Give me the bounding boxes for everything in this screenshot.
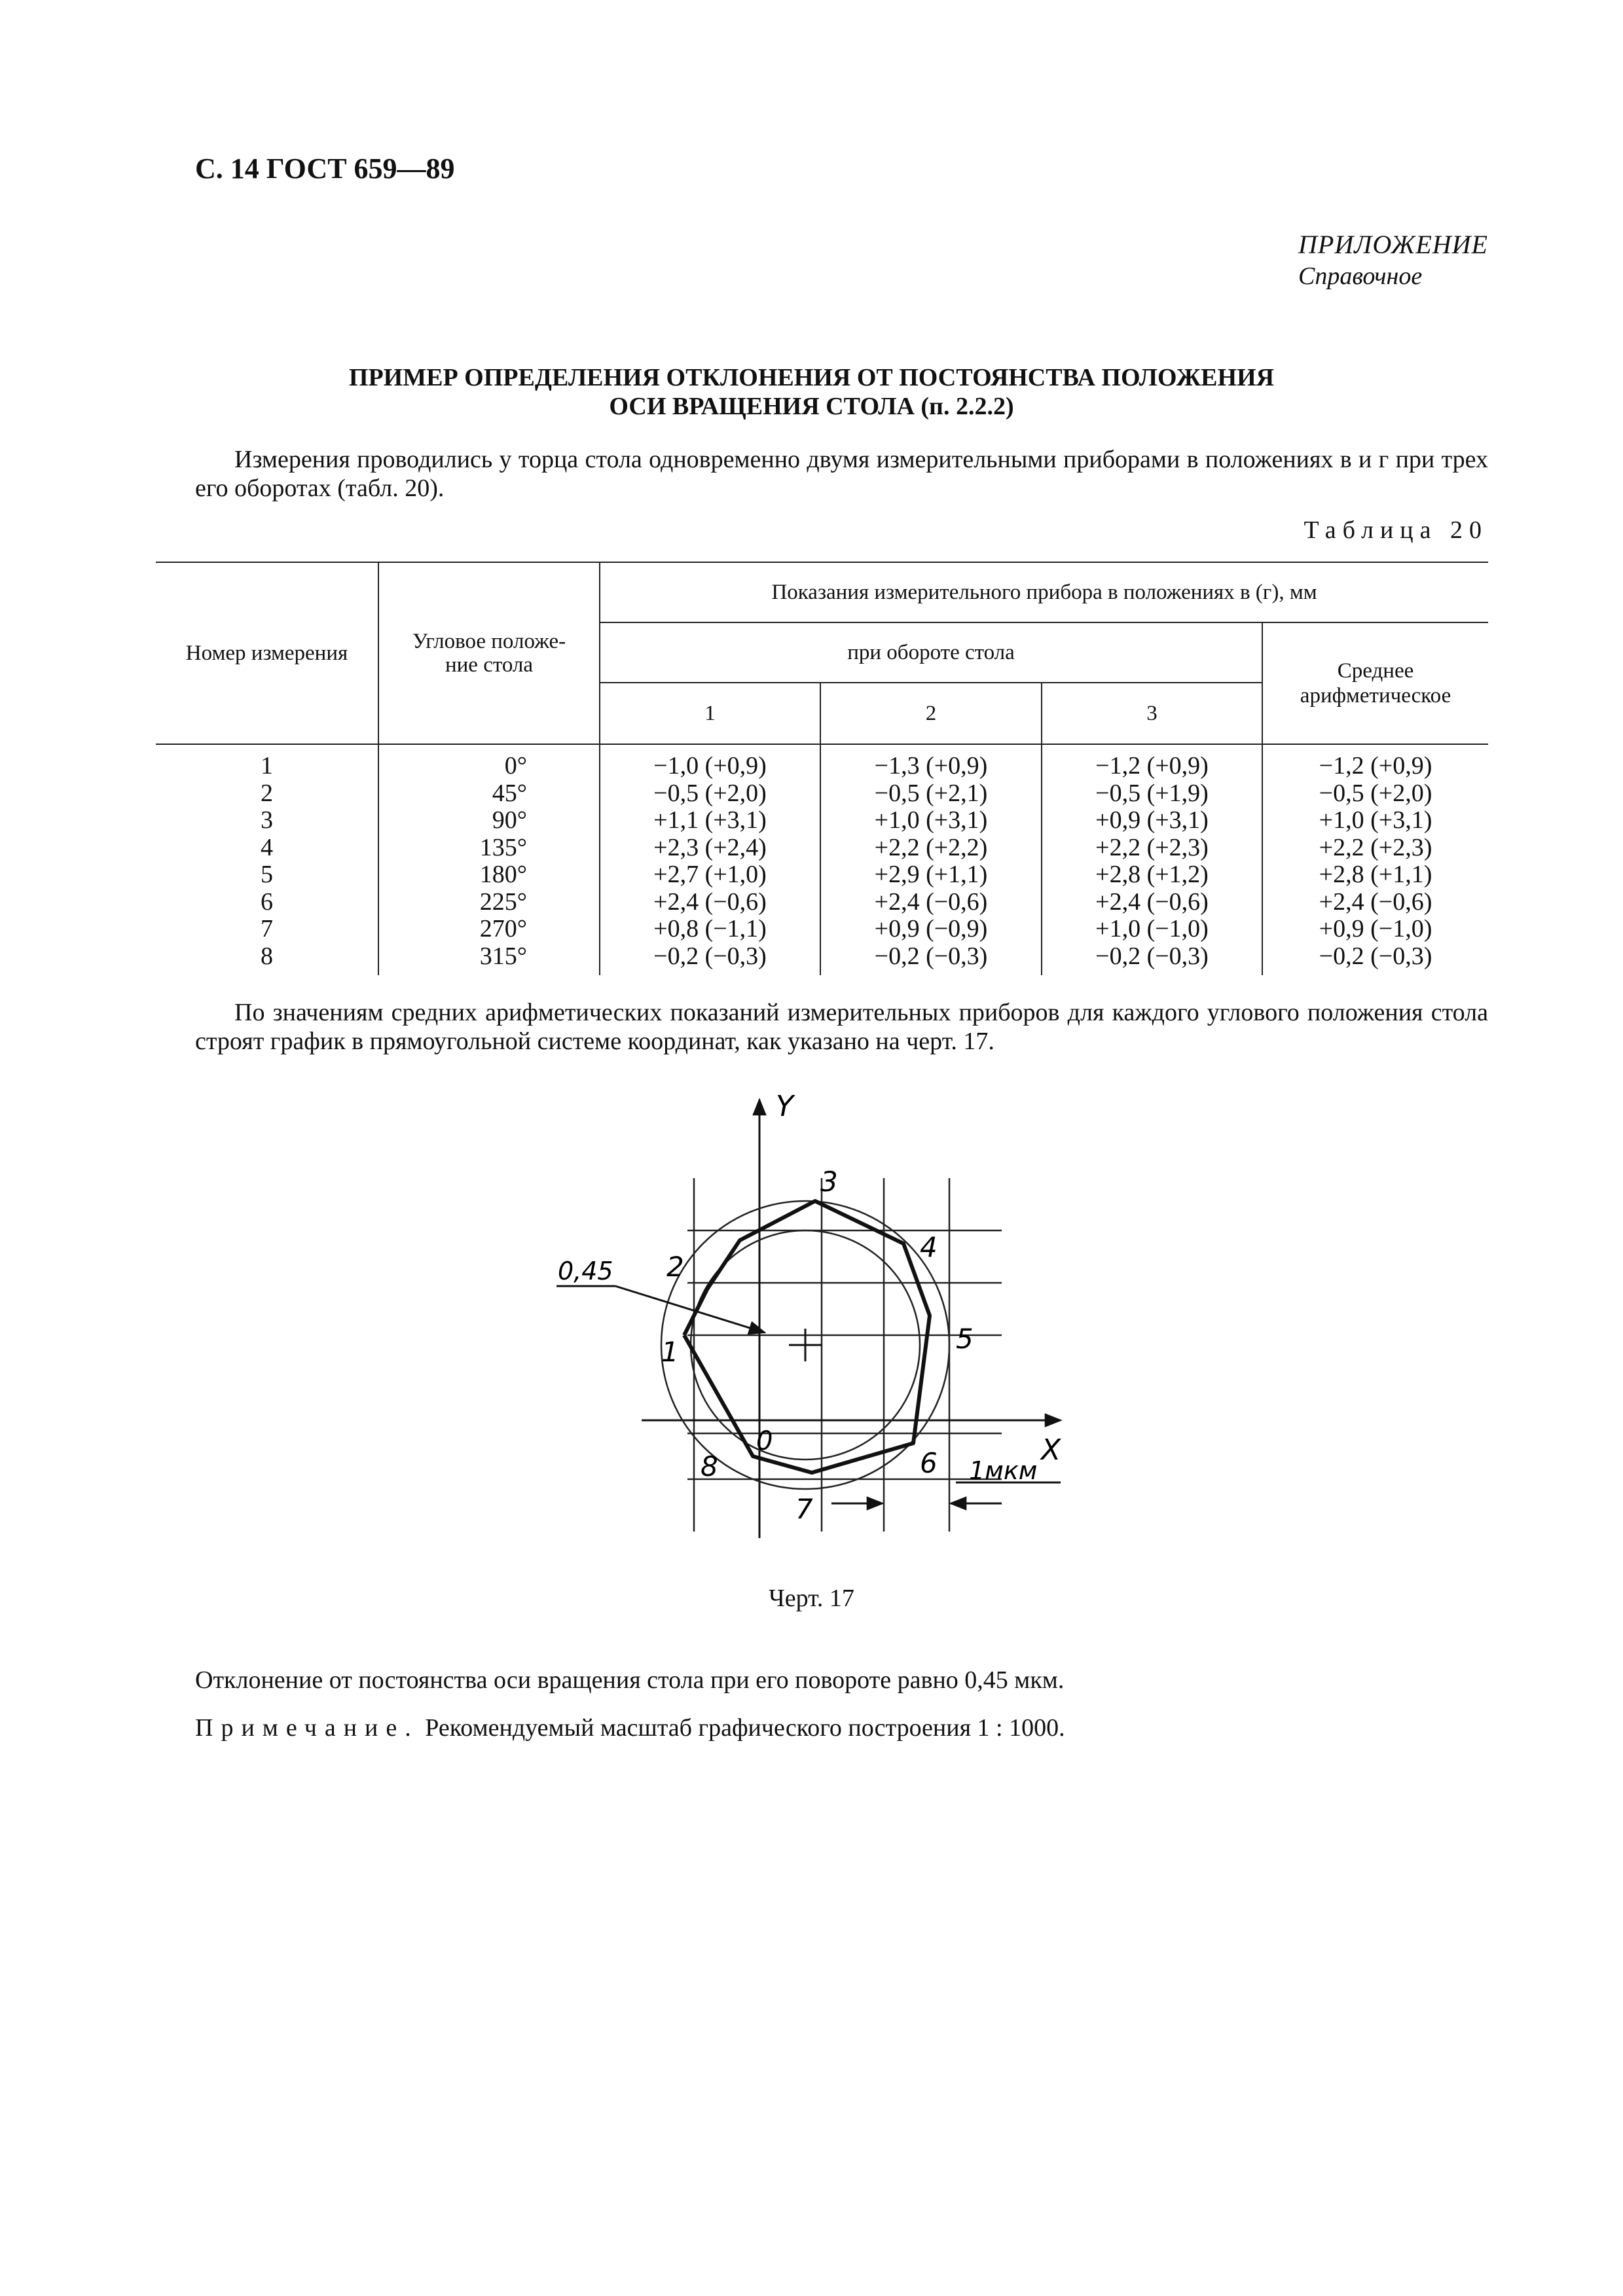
note-label: Примечание.	[195, 1714, 419, 1742]
appendix-title: ПРИЛОЖЕНИЕ	[1298, 230, 1488, 259]
table-body	[156, 744, 1488, 975]
header-mean	[1262, 622, 1488, 744]
header-angle-text: Угловое положе-ние стола	[412, 630, 566, 677]
cell-reading: +2,2 (+2,3)	[1095, 833, 1209, 861]
cell-reading: −1,3 (+0,9)	[874, 752, 988, 780]
cell-reading: +2,4 (−0,6)	[874, 888, 988, 916]
cell-angle: 135°	[479, 833, 527, 861]
header-number: Номер измерения	[156, 562, 378, 744]
cell-number: 8	[261, 942, 273, 970]
cell-number: 2	[261, 779, 273, 807]
cell-mean: +2,2 (+2,3)	[1319, 833, 1432, 861]
cell-angle: 45°	[492, 779, 527, 807]
cell-mean: −0,2 (−0,3)	[1319, 942, 1432, 970]
x-axis-label: X	[1041, 1433, 1061, 1467]
cell-reading: +2,3 (+2,4)	[653, 833, 767, 861]
column-numbers	[156, 744, 378, 975]
appendix-type: Справочное	[1298, 262, 1423, 290]
cell-reading: +2,8 (+1,2)	[1095, 861, 1209, 888]
point-label-3: 3	[820, 1166, 838, 1198]
cell-reading: +1,1 (+3,1)	[653, 806, 767, 834]
cell-reading: −0,2 (−0,3)	[874, 942, 988, 970]
header-rotation-3: 3	[1042, 683, 1262, 744]
cell-reading: +2,9 (+1,1)	[874, 861, 988, 888]
header-rotation-1: 1	[600, 683, 820, 744]
header-rotation: при обороте стола	[600, 622, 1262, 683]
note-text: Рекомендуемый масштаб графического построения 1 : 1000.	[418, 1714, 1065, 1742]
cell-angle: 225°	[479, 888, 527, 916]
figure-caption: Черт. 17	[769, 1585, 854, 1612]
column-rotation-3	[1042, 744, 1262, 975]
cell-mean: −1,2 (+0,9)	[1319, 752, 1432, 780]
deviation-diagram	[543, 1086, 1093, 1558]
header-angle	[378, 562, 600, 744]
cell-reading: +2,2 (+2,2)	[874, 833, 988, 861]
column-rotation-2	[820, 744, 1042, 975]
measurement-table	[156, 562, 1488, 975]
cell-angle: 270°	[479, 915, 527, 942]
cell-mean: +2,8 (+1,1)	[1319, 861, 1432, 888]
conclusion-paragraph: Отклонение от постоянства оси вращения стола при его повороте равно 0,45 мкм.	[195, 1666, 1065, 1694]
section-title-line2: ОСИ ВРАЩЕНИЯ СТОЛА (п. 2.2.2)	[609, 393, 1014, 420]
section-title-line1: ПРИМЕР ОПРЕДЕЛЕНИЯ ОТКЛОНЕНИЯ ОТ ПОСТОЯНСТВА ПОЛОЖЕНИЯ	[348, 364, 1275, 391]
cell-mean: +0,9 (−1,0)	[1319, 915, 1432, 942]
point-label-2: 2	[666, 1251, 684, 1283]
point-label-7: 7	[795, 1493, 813, 1525]
cell-angle: 315°	[479, 942, 527, 970]
cell-reading: +2,4 (−0,6)	[653, 888, 767, 916]
cell-reading: −1,0 (+0,9)	[653, 752, 767, 780]
intro-paragraph: Измерения проводились у торца стола одновременно двумя измерительными приборами в положениях в и г при трех его оборотах (табл. 20).	[195, 446, 1488, 502]
appendix-label	[1298, 229, 1488, 292]
deviation-value-label: 0,45	[558, 1257, 613, 1285]
method-paragraph: По значениям средних арифметических показаний измерительных приборов для каждого углового положения стола строят график в прямоугольной системе координат, как указано на черт. 17.	[195, 999, 1488, 1055]
grid-lines	[687, 1178, 1002, 1532]
cell-mean: −0,5 (+2,0)	[1319, 779, 1432, 807]
point-label-0: 0	[756, 1426, 773, 1456]
table-caption: Таблица 20	[1304, 516, 1488, 544]
cell-reading: +2,7 (+1,0)	[653, 861, 767, 888]
header-rotation-2: 2	[820, 683, 1042, 744]
point-label-6: 6	[920, 1447, 938, 1479]
cell-reading: −0,5 (+1,9)	[1095, 779, 1209, 807]
scale-label: 1мкм	[969, 1456, 1038, 1485]
cell-number: 5	[261, 861, 273, 888]
cell-reading: +0,8 (−1,1)	[653, 915, 767, 942]
point-label-1: 1	[661, 1336, 679, 1368]
cell-mean: +1,0 (+3,1)	[1319, 806, 1432, 834]
column-rotation-1	[600, 744, 820, 975]
cell-reading: +1,0 (+3,1)	[874, 806, 988, 834]
cell-mean: +2,4 (−0,6)	[1319, 888, 1432, 916]
cell-angle: 90°	[492, 806, 527, 834]
cell-reading: −0,5 (+2,0)	[653, 779, 767, 807]
cell-reading: −0,5 (+2,1)	[874, 779, 988, 807]
cell-number: 7	[261, 915, 273, 942]
page-header: С. 14 ГОСТ 659—89	[195, 152, 455, 185]
cell-reading: −1,2 (+0,9)	[1095, 752, 1209, 780]
cell-reading: −0,2 (−0,3)	[653, 942, 767, 970]
cell-angle: 0°	[504, 752, 527, 780]
point-label-8: 8	[701, 1450, 718, 1482]
column-mean	[1262, 744, 1488, 975]
cell-number: 6	[261, 888, 273, 916]
cell-reading: +2,4 (−0,6)	[1095, 888, 1209, 916]
section-title	[0, 363, 1623, 421]
cell-number: 1	[261, 752, 273, 780]
cell-number: 3	[261, 806, 273, 834]
y-axis-label: Y	[776, 1090, 793, 1123]
point-label-4: 4	[920, 1231, 938, 1263]
cell-reading: +0,9 (+3,1)	[1095, 806, 1209, 834]
profile-polygon	[684, 1201, 930, 1473]
header-mean-text: Среднее арифметическое	[1300, 659, 1451, 708]
column-angles	[378, 744, 600, 975]
cell-reading: +1,0 (−1,0)	[1095, 915, 1209, 942]
cell-number: 4	[261, 833, 273, 861]
point-label-5: 5	[956, 1323, 974, 1355]
cell-reading: −0,2 (−0,3)	[1095, 942, 1209, 970]
cell-reading: +0,9 (−0,9)	[874, 915, 988, 942]
header-readings: Показания измерительного прибора в положениях в (г), мм	[600, 562, 1488, 622]
note-paragraph	[195, 1713, 1488, 1742]
cell-angle: 180°	[479, 861, 527, 888]
